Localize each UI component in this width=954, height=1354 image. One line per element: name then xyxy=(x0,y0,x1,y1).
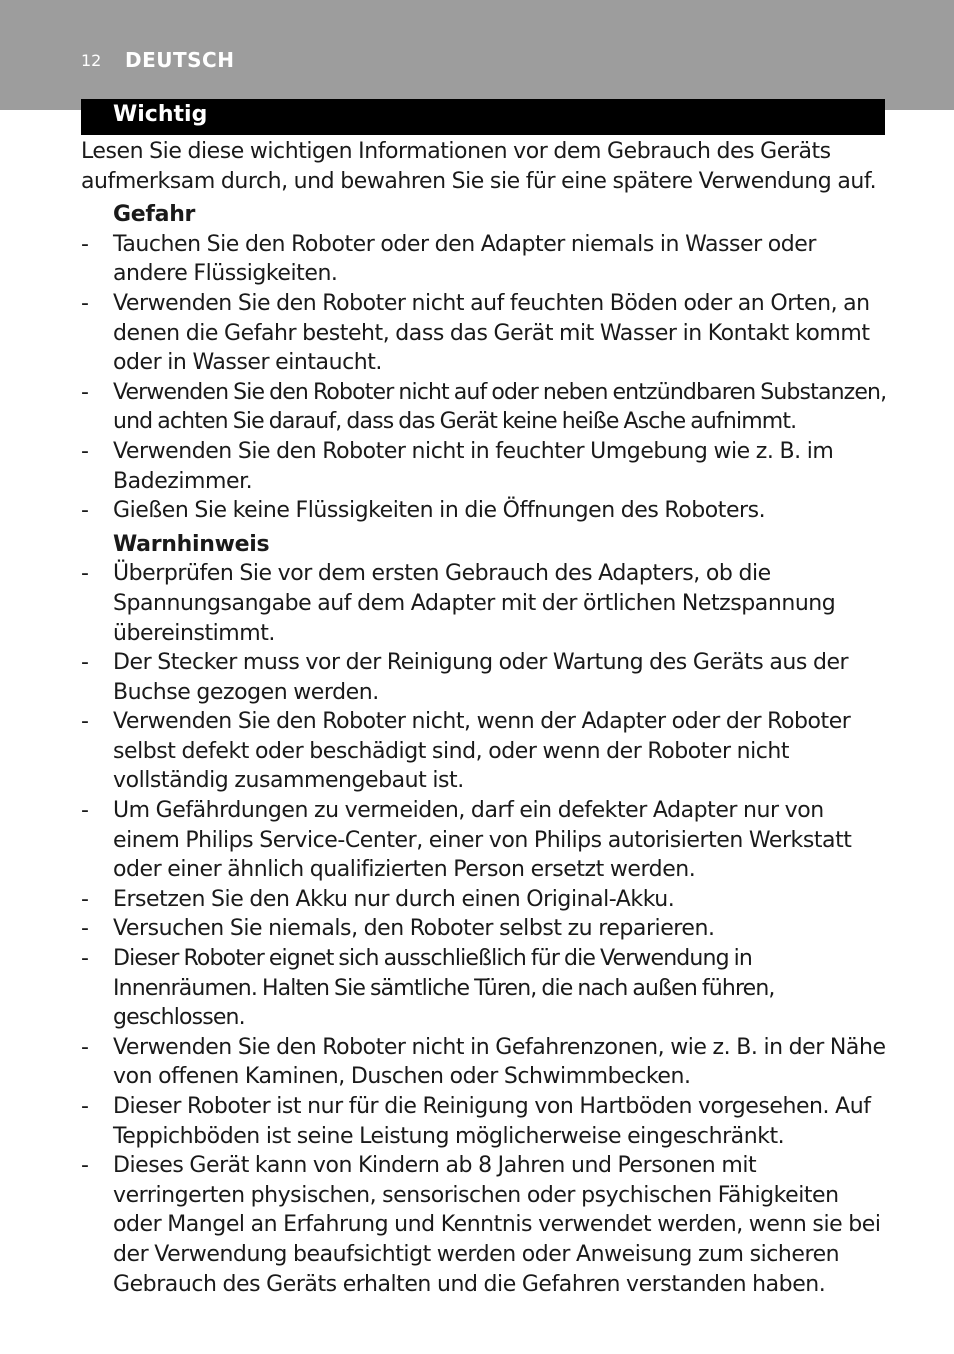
bullet-dash: - xyxy=(81,561,89,587)
bullet-dash: - xyxy=(81,1034,89,1060)
section-title: Wichtig xyxy=(113,102,208,127)
list-item xyxy=(81,885,887,915)
list-item xyxy=(81,914,887,944)
list-item xyxy=(81,496,887,526)
bullet-dash: - xyxy=(81,916,89,942)
bullet-dash: - xyxy=(81,379,89,405)
section-title-bar xyxy=(81,99,885,135)
list-item-text: Verwenden Sie den Roboter nicht auf oder neben entzündbaren Substanzen, und achten Sie darauf, dass das Gerät keine heiße Asche aufnimmt. xyxy=(113,379,887,435)
bullet-dash: - xyxy=(81,709,89,735)
bullet-dash: - xyxy=(81,231,89,257)
list-item-text: Dieses Gerät kann von Kindern ab 8 Jahren und Personen mit verringerten physischen, sensorischen oder psychischen Fähigkeiten oder Mangel an Erfahrung und Kenntnis verwendet werden, wenn sie bei der Verwendung beaufsichtigt werden oder Anweisung zum sicheren Gebrauch des Geräts erhalten und die Gefahren verstanden haben. xyxy=(113,1153,881,1297)
list-item-text: Ersetzen Sie den Akku nur durch einen Original-Akku. xyxy=(113,886,675,912)
list-item xyxy=(81,559,887,648)
list-item-text: Gießen Sie keine Flüssigkeiten in die Öffnungen des Roboters. xyxy=(113,498,766,524)
list-item xyxy=(81,944,887,1033)
list-item-text: Um Gefährdungen zu vermeiden, darf ein defekter Adapter nur von einem Philips Service-Center, einer von Philips autorisierten Werkstatt oder einer ähnlich qualifizierten Person ersetzt werden. xyxy=(113,798,852,883)
bullet-dash: - xyxy=(81,886,89,912)
list-item xyxy=(81,1151,887,1299)
bullet-dash: - xyxy=(81,290,89,316)
list-item-text: Verwenden Sie den Roboter nicht auf feuchten Böden oder an Orten, an denen die Gefahr besteht, dass das Gerät mit Wasser in Kontakt kommt oder in Wasser eintaucht. xyxy=(113,290,870,376)
language-label: DEUTSCH xyxy=(125,48,235,72)
list-item xyxy=(81,648,887,707)
gefahr-heading: Gefahr xyxy=(113,202,196,228)
list-item-text: Tauchen Sie den Roboter oder den Adapter niemals in Wasser oder andere Flüssigkeiten. xyxy=(113,231,816,287)
list-item-text: Verwenden Sie den Roboter nicht in feuchter Umgebung wie z. B. im Badezimmer. xyxy=(113,438,834,494)
list-item-text: Dieser Roboter ist nur für die Reinigung von Hartböden vorgesehen. Auf Teppichböden ist seine Leistung möglicherweise eingeschränkt. xyxy=(113,1094,871,1149)
list-item xyxy=(81,378,887,437)
list-item-text: Versuchen Sie niemals, den Roboter selbst zu reparieren. xyxy=(113,916,715,942)
list-item xyxy=(81,230,887,289)
bullet-dash: - xyxy=(81,946,89,972)
warnhinweis-list xyxy=(81,559,887,1299)
list-item xyxy=(81,1092,887,1151)
intro-paragraph: Lesen Sie diese wichtigen Informationen vor dem Gebrauch des Geräts aufmerksam durch, und bewahren Sie sie für eine spätere Verwendung auf. xyxy=(81,139,877,194)
page-number: 12 xyxy=(81,51,102,70)
bullet-dash: - xyxy=(81,498,89,524)
list-item xyxy=(81,707,887,796)
list-item-text: Verwenden Sie den Roboter nicht in Gefahrenzonen, wie z. B. in der Nähe von offenen Kaminen, Duschen oder Schwimmbecken. xyxy=(113,1034,886,1090)
bullet-dash: - xyxy=(81,650,89,676)
list-item-text: Der Stecker muss vor der Reinigung oder Wartung des Geräts aus der Buchse gezogen werden. xyxy=(113,650,849,705)
list-item-text: Verwenden Sie den Roboter nicht, wenn der Adapter oder der Roboter selbst defekt oder beschädigt sind, oder wenn der Roboter nicht vollständig zusammengebaut ist. xyxy=(113,709,851,794)
bullet-dash: - xyxy=(81,1094,89,1119)
list-item xyxy=(81,796,887,885)
list-item-text: Dieser Roboter eignet sich ausschließlich für die Verwendung in Innenräumen. Halten Sie sämtliche Türen, die nach außen führen, geschlossen. xyxy=(113,946,775,1031)
bullet-dash: - xyxy=(81,438,89,464)
list-item-text: Überprüfen Sie vor dem ersten Gebrauch des Adapters, ob die Spannungsangabe auf dem Adapter mit der örtlichen Netzspannung übereinstimmt. xyxy=(113,561,836,646)
gefahr-list xyxy=(81,230,887,526)
bullet-dash: - xyxy=(81,1153,89,1179)
bullet-dash: - xyxy=(81,798,89,824)
list-item xyxy=(81,1033,887,1092)
list-item xyxy=(81,289,887,378)
document-body xyxy=(81,137,887,1299)
warnhinweis-heading: Warnhinweis xyxy=(113,531,270,557)
list-item xyxy=(81,437,887,496)
page-header-band xyxy=(0,0,954,110)
